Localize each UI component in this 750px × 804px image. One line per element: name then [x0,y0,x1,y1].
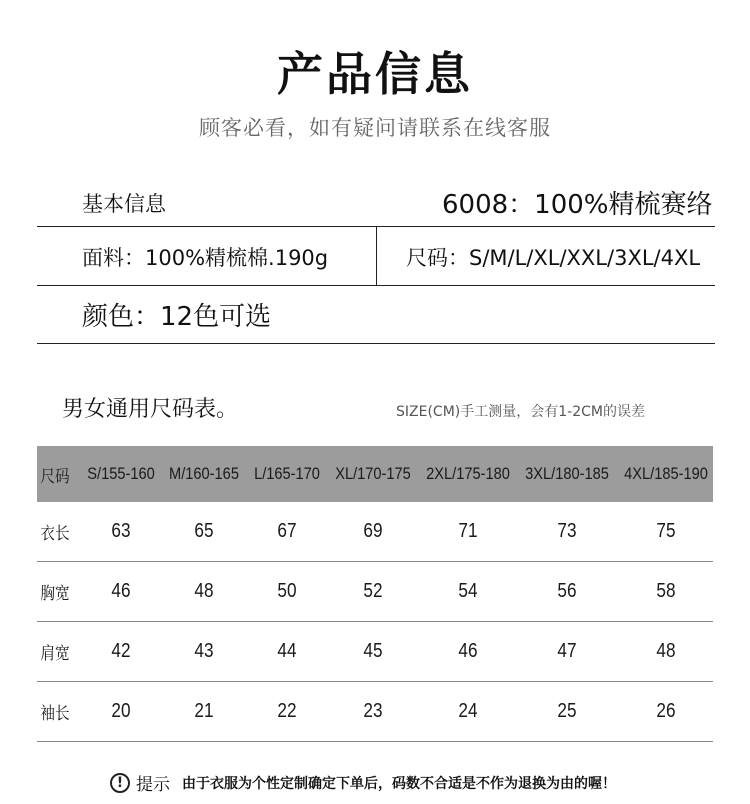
table-header-row [37,446,713,502]
table-cell: 43 [194,640,214,662]
table-cell: 52 [363,580,383,602]
table-cell: 73 [557,520,577,542]
table-cell: 42 [111,640,131,662]
row-label: 肩宽 [40,644,70,663]
page-subtitle: 顾客必看，如有疑问请联系在线客服 [199,116,551,140]
table-row [37,682,713,742]
table-cell: 56 [557,580,577,602]
table-cell: 26 [656,700,676,722]
header-cell: XL/170-175 [335,464,411,483]
model-text: 6008：100%精梳赛络 [442,190,713,220]
page-title: 产品信息 [277,47,473,101]
footer-text: 由于衣服为个性定制确定下单后，码数不合适是不作为退换为由的喔！ [182,775,616,792]
header-cell: S/155-160 [87,464,155,483]
header-cell: 4XL/185-190 [624,464,708,483]
row-label: 胸宽 [40,584,70,603]
table-cell: 47 [557,640,577,662]
header-cell: 3XL/180-185 [525,464,609,483]
table-cell: 44 [277,640,297,662]
table-cell: 24 [458,700,478,722]
table-cell: 71 [458,520,478,542]
table-cell: 69 [363,520,383,542]
header-cell-label: 尺码 [40,466,70,486]
sizes-text: 尺码：S/M/L/XL/XXL/3XL/4XL [406,246,701,270]
table-cell: 65 [194,520,214,542]
table-cell: 46 [111,580,131,602]
header-cell: L/165-170 [254,464,320,483]
table-cell: 25 [557,700,577,722]
color-text: 颜色：12色可选 [82,302,272,332]
size-chart-title: 男女通用尺码表。 [62,397,239,422]
header-cell: 2XL/175-180 [426,464,510,483]
table-cell: 45 [363,640,383,662]
basic-info-label: 基本信息 [82,192,166,216]
table-cell: 21 [194,700,214,722]
header-cell: M/160-165 [169,464,239,483]
size-chart-note: SIZE(CM)手工测量，会有1-2CM的误差 [396,404,645,420]
table-cell: 22 [277,700,297,722]
table-cell: 46 [458,640,478,662]
table-row [37,562,713,622]
table-cell: 48 [194,580,214,602]
table-cell: 20 [111,700,131,722]
table-cell: 75 [656,520,676,542]
divider [37,285,715,286]
table-cell: 63 [111,520,131,542]
divider-vertical [376,226,377,286]
table-cell: 48 [656,640,676,662]
size-table [37,446,713,742]
exclamation-circle-icon: ! [110,773,130,793]
table-cell: 67 [277,520,297,542]
table-cell: 50 [277,580,297,602]
table-row [37,502,713,562]
footer-notice [110,770,616,795]
row-label: 袖长 [40,704,70,723]
table-row [37,622,713,682]
fabric-text: 面料：100%精梳棉.190g [82,246,329,270]
divider [37,343,715,344]
table-cell: 54 [458,580,478,602]
row-label: 衣长 [40,524,70,543]
footer-label: 提示 [136,775,170,795]
table-cell: 58 [656,580,676,602]
table-cell: 23 [363,700,383,722]
